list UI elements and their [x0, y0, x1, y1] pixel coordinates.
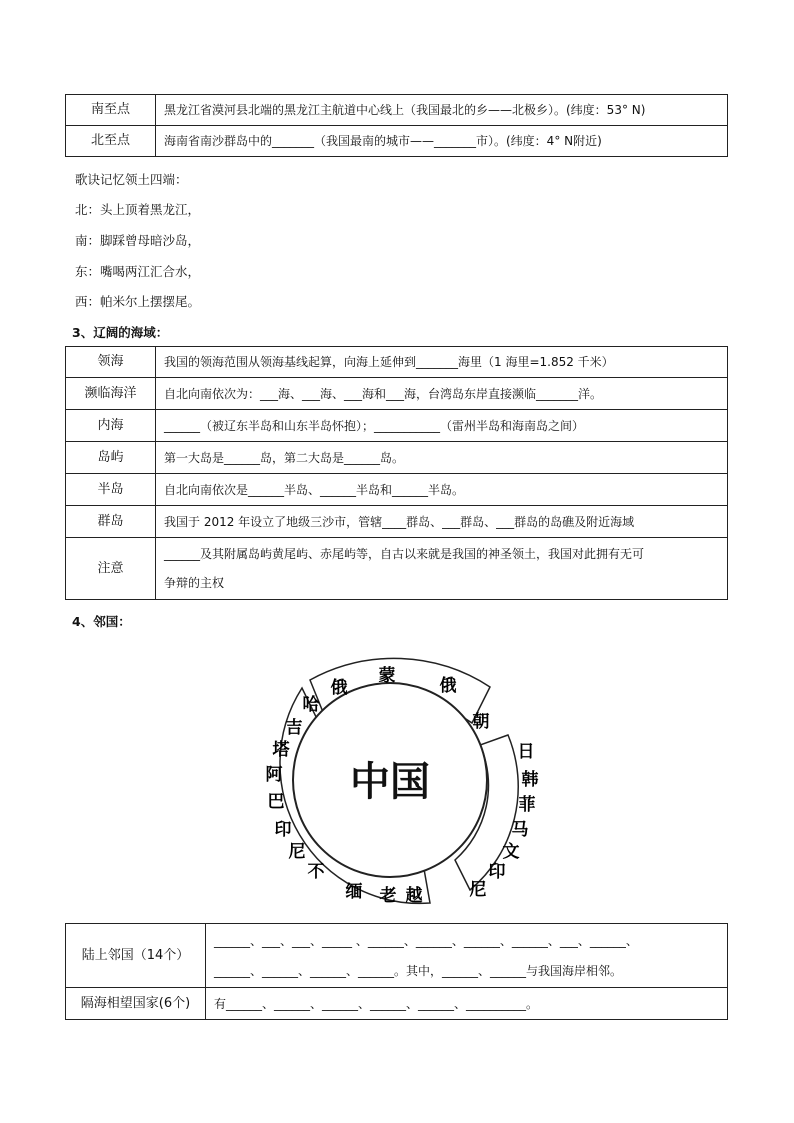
land_left-country-label: 老	[379, 886, 397, 906]
land_outer-country-label: 俄	[330, 678, 348, 698]
mnemonic-east: 东：嘴喝两江汇合水，	[75, 264, 201, 279]
mnemonic-north: 北：头上顶着黑龙江，	[75, 202, 201, 217]
mnemonic-south: 南：脚踩曾母暗沙岛，	[75, 233, 201, 248]
sea-country-label: 印	[488, 862, 506, 882]
sea-row-label: 领海	[66, 347, 156, 378]
sea-row-label: 半岛	[66, 474, 156, 506]
land_left-country-label: 越	[405, 886, 423, 906]
land_left-country-label: 吉	[285, 718, 303, 738]
section-4-title: 4、邻国：	[72, 614, 131, 629]
sea-row-text: 自北向南依次为：___海、___海、___海和___海，台湾岛东岸直接濒临_______洋。	[156, 378, 728, 410]
sea-row-label: 注意	[66, 538, 156, 600]
sea-row-label: 岛屿	[66, 442, 156, 474]
sea-row-label: 内海	[66, 410, 156, 442]
extreme-label: 南至点	[66, 95, 156, 126]
neighbor-diagram	[240, 645, 560, 915]
sea-country-label: 尼	[469, 880, 487, 900]
sea-row-text: 我国的领海范围从领海基线起算，向海上延伸到_______海里（1 海里=1.852 千米）	[156, 347, 728, 378]
mnemonic-intro: 歌诀记忆领土四端：	[75, 172, 188, 187]
sea-row-text	[156, 538, 728, 600]
sea-row-text: 第一大岛是______岛，第二大岛是______岛。	[156, 442, 728, 474]
land_left-country-label: 塔	[272, 740, 290, 760]
land_left-country-label: 缅	[345, 882, 363, 902]
land-line-1: ______、___、___、_____ 、______、______、______、______、___、______、	[214, 933, 638, 948]
land-line-2: ______、______、______、______。其中，______、______与我国海岸相邻。	[214, 963, 623, 978]
extremes-table	[65, 94, 728, 157]
mnemonic-west: 西：帕米尔上摆摆尾。	[75, 294, 201, 309]
land_left-country-label: 哈	[302, 695, 320, 715]
land_left-country-label: 印	[274, 820, 292, 840]
extreme-text: 海南省南沙群岛中的_______（我国最南的城市——_______市）。(纬度：4° N附近)	[156, 126, 728, 157]
sea-neighbors-text: 有______、______、______、______、______、__________。	[206, 988, 728, 1020]
land_left-country-label: 巴	[267, 792, 285, 812]
china-label: 中国	[350, 759, 430, 805]
sea-row-text: ______（被辽东半岛和山东半岛怀抱）；___________（雷州半岛和海南岛之间）	[156, 410, 728, 442]
note-line-1: ______及其附属岛屿黄尾屿、赤尾屿等，自古以来就是我国的神圣领土，我国对此拥有无可	[164, 546, 645, 561]
land-neighbors-text	[206, 924, 728, 988]
land_left-country-label: 尼	[288, 842, 306, 862]
land_left-country-label: 不	[307, 862, 325, 882]
neighbors-table	[65, 923, 728, 1020]
section-3-title: 3、辽阔的海域：	[72, 325, 169, 340]
note-line-2: 争辩的主权	[164, 575, 225, 590]
land_left-country-label: 阿	[265, 765, 283, 785]
land-neighbors-label: 陆上邻国（14个）	[66, 924, 206, 988]
sea-row-label: 群岛	[66, 506, 156, 538]
sea-country-label: 马	[511, 820, 529, 840]
sea-table	[65, 346, 728, 600]
sea-neighbors-label: 隔海相望国家(6个)	[66, 988, 206, 1020]
extreme-label: 北至点	[66, 126, 156, 157]
land_outer-country-label: 朝	[472, 712, 490, 732]
extreme-text: 黑龙江省漠河县北端的黑龙江主航道中心线上（我国最北的乡——北极乡）。(纬度：53° N)	[156, 95, 728, 126]
sea-country-label: 日	[517, 742, 535, 762]
sea-country-label: 文	[502, 842, 520, 862]
sea-country-label: 菲	[518, 795, 536, 815]
sea-country-label: 韩	[521, 770, 539, 790]
land_outer-country-label: 俄	[439, 676, 457, 696]
land_outer-country-label: 蒙	[378, 666, 396, 686]
sea-row-text: 自北向南依次是______半岛、______半岛和______半岛。	[156, 474, 728, 506]
sea-row-label: 濒临海洋	[66, 378, 156, 410]
sea-row-text: 我国于 2012 年设立了地级三沙市，管辖____群岛、___群岛、___群岛的岛礁及附近海域	[156, 506, 728, 538]
